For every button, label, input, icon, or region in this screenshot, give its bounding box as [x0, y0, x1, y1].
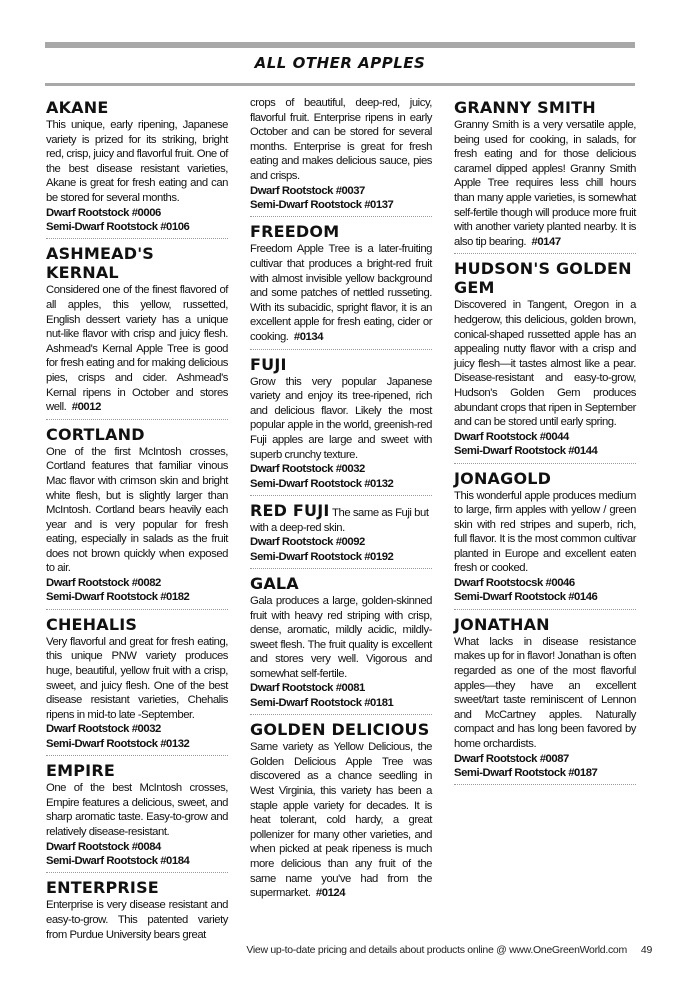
- entry-fuji: [250, 355, 432, 496]
- column-3: [454, 96, 636, 790]
- dwarf-rootstock: Dwarf Rootstock #0082: [46, 577, 161, 590]
- entry-empire: [46, 761, 228, 873]
- page-number: 49: [640, 944, 652, 956]
- section-title: ALL OTHER APPLES: [254, 54, 426, 72]
- variety-name: RED FUJI: [250, 500, 330, 520]
- entry-freedom: [250, 222, 432, 349]
- entry-red-fuji: [250, 501, 432, 569]
- variety-name: CORTLAND: [46, 424, 145, 444]
- section-rule: [45, 83, 635, 86]
- variety-name: JONATHAN: [454, 614, 550, 634]
- variety-name: HUDSON'S GOLDEN GEM: [454, 259, 632, 298]
- footer-text: View up-to-date pricing and details about products online @ www.OneGreenWorld.com: [246, 944, 627, 956]
- semi-dwarf-rootstock: Semi-Dwarf Rootstock #0182: [46, 591, 190, 604]
- dwarf-rootstock: Dwarf Rootstock #0032: [250, 463, 365, 476]
- semi-dwarf-rootstock: Semi-Dwarf Rootstock #0137: [250, 198, 394, 211]
- dwarf-rootstock: Dwarf Rootstock #0092: [250, 536, 365, 549]
- column-1: [46, 96, 228, 947]
- variety-name: FREEDOM: [250, 222, 340, 242]
- variety-name: EMPIRE: [46, 761, 115, 781]
- variety-name: GALA: [250, 573, 299, 593]
- dwarf-rootstock: Dwarf Rootstock #0037: [250, 184, 365, 197]
- dwarf-rootstock: Dwarf Rootstock #0087: [454, 752, 569, 765]
- variety-name: GOLDEN DELICIOUS: [250, 720, 430, 740]
- entry-akane: [46, 98, 228, 239]
- variety-description: [250, 501, 432, 535]
- entry-jonathan: [454, 615, 636, 786]
- variety-name: GRANNY SMITH: [454, 98, 596, 117]
- dwarf-rootstock: Dwarf Rootstocsk #0046: [454, 577, 575, 590]
- variety-description: [454, 118, 636, 249]
- variety-description: One of the best McIntosh crosses, Empire features a delicious, sweet, and sharp aromatic taste. Easy-to-grow and relatively disease-resistant.: [46, 782, 228, 839]
- top-bar: [45, 42, 635, 48]
- variety-description: What lacks in disease resistance makes up for in flavor! Jonathan is often regarded as one of the most flavorful apples—they have an excellent sweet/tart taste reminiscent of Lennon and McCartney apples. Naturally compact and has long been favored by home orchardists.: [454, 635, 636, 751]
- variety-description: One of the first McIntosh crosses, Cortland features that familiar vinous Mac flavor with crimson skin and bright white flesh, but is slightly larger than McIntosh. Cortland bears heavily each year and is very popular for fresh eating, especially in salads as the fruit does not brown quickly when exposed to air.: [46, 445, 228, 575]
- dwarf-rootstock: Dwarf Rootstock #0081: [250, 682, 365, 695]
- entry-enterprise: [46, 878, 228, 942]
- page-footer: [0, 944, 652, 956]
- dwarf-rootstock: Dwarf Rootstock #0006: [46, 206, 161, 219]
- variety-description: [46, 283, 228, 414]
- item-code: #0124: [315, 887, 346, 900]
- description-text: Freedom Apple Tree is a later-fruiting cultivar that produces a bright-red fruit with almost invisible yellow background and some patches of nettled russeting. With its subacidic, spright flavor, it is an excellent apple for fresh eating, cider or cooking.: [250, 243, 432, 343]
- semi-dwarf-rootstock: Semi-Dwarf Rootstock #0106: [46, 220, 190, 233]
- variety-name: CHEHALIS: [46, 614, 138, 634]
- variety-description: [250, 740, 432, 901]
- variety-description: [250, 242, 432, 344]
- entry-hudsons-golden-gem: [454, 259, 636, 463]
- variety-description: crops of beautiful, deep-red, juicy, flavorful fruit. Enterprise ripens in early October and can be stored for several months. Enterprise is great for fresh eating and makes delicious sauce, pies and crisps.: [250, 97, 432, 182]
- semi-dwarf-rootstock: Semi-Dwarf Rootstock #0146: [454, 591, 598, 604]
- variety-description: Enterprise is very disease resistant and easy-to-grow. This patented variety from Purdue University bears great: [46, 899, 228, 941]
- variety-name: AKANE: [46, 98, 109, 117]
- variety-description: Discovered in Tangent, Oregon in a hedgerow, this delicious, golden brown, conical-shaped russetted apple has an appealing nutty flavor with a crisp and juicy flesh—it tastes almost like a pear. Disease-resistant and easy-to-grow, Hudson's Golden Gem produces abundant crops that ripen in September and can be stored until early spring.: [454, 299, 636, 429]
- column-2: [250, 96, 432, 906]
- semi-dwarf-rootstock: Semi-Dwarf Rootstock #0144: [454, 445, 598, 458]
- entry-gala: [250, 574, 432, 715]
- variety-description: Grow this very popular Japanese variety and enjoy its tree-ripened, rich and delicious flavor. Likely the most popular apple in the world, greenish-red Fuji apples are large and sweet with superb crunchy texture.: [250, 375, 432, 461]
- entry-enterprise-continued: [250, 96, 432, 217]
- semi-dwarf-rootstock: Semi-Dwarf Rootstock #0132: [250, 477, 394, 490]
- variety-name: FUJI: [250, 354, 287, 374]
- variety-description: Gala produces a large, golden-skinned fruit with heavy red striping with crisp, dense, aromatic, mildly acidic, mildly-sweet flesh. The fruit quality is excellent and stores very well. Vigorous and somewhat self-fertile.: [250, 594, 432, 680]
- description-text: Same variety as Yellow Delicious, the Golden Delicious Apple Tree was discovered as a chance seedling in West Virginia, this variety has been a staple apple variety for decades. It is heat tolerant, cold hardy, a great pollenizer for many other varieties, and when picked at peak ripeness is much more delicious than any fruit of the same name you've had from the supermarket.: [250, 741, 432, 900]
- entry-chehalis: [46, 615, 228, 756]
- variety-description: This wonderful apple produces medium to large, firm apples with yellow / green skin with red stripes and superb, rich, full flavor. It is the most common cultivar planted in Europe and excellent eaten fresh or cooked.: [454, 489, 636, 575]
- description-text: Considered one of the finest flavored of all apples, this yellow, russetted, English dessert variety has a unique nut-like flavor with crisp and juicy flesh. Ashmead's Kernal Apple Tree is good for fresh eating and for making delicious pies, crisps and cider. Ashmead's Kernal ripens in October and stores well.: [46, 284, 228, 414]
- entry-jonagold: [454, 469, 636, 610]
- variety-name: ASHMEAD'S KERNAL: [46, 244, 155, 283]
- semi-dwarf-rootstock: Semi-Dwarf Rootstock #0187: [454, 767, 598, 780]
- item-code: #0147: [531, 235, 561, 248]
- variety-name: JONAGOLD: [454, 468, 552, 488]
- entry-ashmeads-kernal: [46, 244, 228, 419]
- dwarf-rootstock: Dwarf Rootstock #0044: [454, 430, 569, 443]
- variety-description: Very flavorful and great for fresh eating, this unique PNW variety produces huge, beautiful, yellow fruit with a crisp, sweet, and juicy flesh. One of the best disease resistant varieties, Chehalis ripens in mid-to late -September.: [46, 635, 228, 721]
- item-code: #0134: [293, 330, 324, 343]
- variety-name: ENTERPRISE: [46, 878, 159, 898]
- entry-granny-smith: [454, 98, 636, 254]
- item-code: #0012: [71, 401, 101, 414]
- description-text: Granny Smith is a very versatile apple, being used for cooking, in salads, for fresh eating and for those delicious caramel dipped apples! Granny Smith Apple Tree requires less chill hours than many apple varieties, is somewhat self-fertile though will produce more fruit with another variety planted nearby. It is also tip bearing.: [454, 119, 636, 248]
- entry-golden-delicious: [250, 720, 432, 901]
- semi-dwarf-rootstock: Semi-Dwarf Rootstock #0132: [46, 737, 190, 750]
- semi-dwarf-rootstock: Semi-Dwarf Rootstock #0184: [46, 855, 190, 868]
- description-text: The same as Fuji but with a deep-red skin.: [250, 506, 429, 534]
- dwarf-rootstock: Dwarf Rootstock #0032: [46, 723, 161, 736]
- dwarf-rootstock: Dwarf Rootstock #0084: [46, 840, 161, 853]
- entry-cortland: [46, 425, 228, 610]
- variety-description: This unique, early ripening, Japanese variety is prized for its striking, bright red, crisp, juicy and flavorful fruit. One of the best disease resistant varieties, Akane is great for fresh eating and can be stored for several months.: [46, 119, 228, 204]
- semi-dwarf-rootstock: Semi-Dwarf Rootstock #0192: [250, 550, 394, 563]
- semi-dwarf-rootstock: Semi-Dwarf Rootstock #0181: [250, 696, 394, 709]
